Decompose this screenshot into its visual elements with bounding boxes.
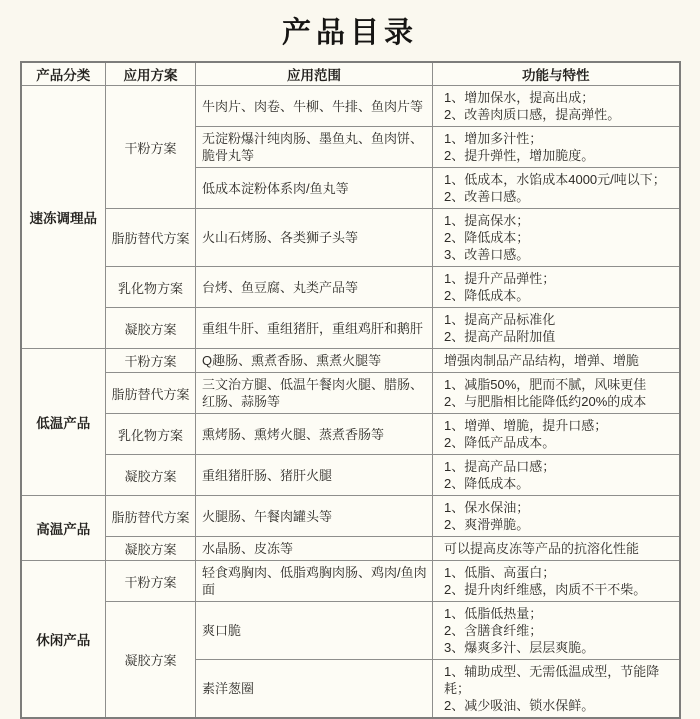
feature-line: 2、降低成本； [444, 230, 530, 245]
table-row [21, 537, 680, 561]
plan-cell: 乳化物方案 [106, 414, 196, 455]
scope-cell: 重组牛肝、重组猪肝，重组鸡肝和鹅肝 [196, 308, 433, 349]
scope-cell: 熏烤肠、熏烤火腿、蒸煮香肠等 [196, 414, 433, 455]
scope-cell: 低成本淀粉体系肉/鱼丸等 [196, 168, 433, 209]
column-header-functions-features: 功能与特性 [433, 62, 680, 86]
features-cell [433, 308, 680, 349]
features-cell [433, 455, 680, 496]
plan-cell: 干粉方案 [106, 86, 196, 209]
plan-cell: 干粉方案 [106, 349, 196, 373]
scope-cell: 火山石烤肠、各类狮子头等 [196, 209, 433, 267]
feature-line: 2、降低成本。 [444, 288, 530, 303]
table-body [21, 86, 680, 719]
plan-cell: 凝胶方案 [106, 537, 196, 561]
scope-cell: 轻食鸡胸肉、低脂鸡胸肉肠、鸡肉/鱼肉面 [196, 561, 433, 602]
feature-line: 1、提高保水； [444, 213, 530, 228]
category-cell: 高温产品 [21, 496, 106, 561]
plan-cell: 凝胶方案 [106, 308, 196, 349]
feature-line: 1、低成本，水馅成本4000元/吨以下； [444, 172, 666, 187]
features-cell [433, 537, 680, 561]
scope-cell: 牛肉片、肉卷、牛柳、牛排、鱼肉片等 [196, 86, 433, 127]
features-cell [433, 127, 680, 168]
feature-line: 2、提升肉纤维感，肉质不干不柴。 [444, 582, 647, 597]
feature-line: 2、与肥脂相比能降低约20%的成本 [444, 394, 647, 409]
features-cell [433, 168, 680, 209]
scope-cell: 爽口脆 [196, 602, 433, 660]
features-cell [433, 86, 680, 127]
feature-line: 1、增加保水，提高出成； [444, 90, 595, 105]
table-row [21, 455, 680, 496]
features-cell [433, 602, 680, 660]
feature-line: 1、增加多汁性； [444, 131, 543, 146]
features-cell [433, 660, 680, 719]
feature-line: 3、爆爽多汁、层层爽脆。 [444, 640, 595, 655]
feature-line: 2、降低产品成本。 [444, 435, 556, 450]
table-row [21, 602, 680, 660]
feature-line: 2、改善肉质口感，提高弹性。 [444, 107, 621, 122]
features-cell [433, 496, 680, 537]
features-cell [433, 349, 680, 373]
feature-line: 2、降低成本。 [444, 476, 530, 491]
column-header-product-category: 产品分类 [21, 62, 106, 86]
feature-line: 1、减脂50%，肥而不腻，风味更佳 [444, 377, 647, 392]
feature-line: 1、增弹、增脆，提升口感； [444, 418, 608, 433]
feature-line: 3、改善口感。 [444, 247, 530, 262]
scope-cell: 素洋葱圈 [196, 660, 433, 719]
feature-line: 1、提高产品标准化 [444, 312, 556, 327]
plan-cell: 脂肪替代方案 [106, 209, 196, 267]
scope-cell: Q趣肠、熏煮香肠、熏煮火腿等 [196, 349, 433, 373]
column-header-application-scope: 应用范围 [196, 62, 433, 86]
table-row [21, 373, 680, 414]
scope-cell: 水晶肠、皮冻等 [196, 537, 433, 561]
features-cell [433, 561, 680, 602]
feature-line: 增强肉制品产品结构，增弹、增脆 [444, 353, 640, 368]
table-row [21, 267, 680, 308]
column-header-application-plan: 应用方案 [106, 62, 196, 86]
features-cell [433, 414, 680, 455]
page-title: 产品目录 [281, 17, 418, 49]
table-row [21, 86, 680, 127]
feature-line: 1、低脂、高蛋白； [444, 565, 556, 580]
feature-line: 1、辅助成型、无需低温成型，节能降耗； [444, 664, 660, 696]
scope-cell: 三文治方腿、低温午餐肉火腿、腊肠、红肠、蒜肠等 [196, 373, 433, 414]
table-row [21, 349, 680, 373]
scope-cell: 无淀粉爆汁纯肉肠、墨鱼丸、鱼肉饼、脆骨丸等 [196, 127, 433, 168]
plan-cell: 乳化物方案 [106, 267, 196, 308]
table-row [21, 561, 680, 602]
features-cell [433, 373, 680, 414]
feature-line: 2、提高产品附加值 [444, 329, 556, 344]
product-catalog-table [20, 61, 681, 719]
header-row [21, 62, 680, 86]
category-cell: 速冻调理品 [21, 86, 106, 349]
scope-cell: 火腿肠、午餐肉罐头等 [196, 496, 433, 537]
feature-line: 2、提升弹性，增加脆度。 [444, 148, 595, 163]
plan-cell: 干粉方案 [106, 561, 196, 602]
feature-line: 1、提升产品弹性； [444, 271, 556, 286]
category-cell: 低温产品 [21, 349, 106, 496]
plan-cell: 凝胶方案 [106, 455, 196, 496]
scope-cell: 台烤、鱼豆腐、丸类产品等 [196, 267, 433, 308]
features-cell [433, 267, 680, 308]
plan-cell: 脂肪替代方案 [106, 373, 196, 414]
plan-cell: 脂肪替代方案 [106, 496, 196, 537]
feature-line: 1、低脂低热量； [444, 606, 543, 621]
feature-line: 2、改善口感。 [444, 189, 530, 204]
table-row [21, 209, 680, 267]
plan-cell: 凝胶方案 [106, 602, 196, 719]
table-row [21, 308, 680, 349]
table-row [21, 496, 680, 537]
features-cell [433, 209, 680, 267]
table-header [21, 62, 680, 86]
feature-line: 2、爽滑弹脆。 [444, 517, 530, 532]
feature-line: 1、保水保油； [444, 500, 530, 515]
feature-line: 可以提高皮冻等产品的抗溶化性能 [444, 541, 640, 556]
feature-line: 2、含膳食纤维； [444, 623, 543, 638]
feature-line: 1、提高产品口感； [444, 459, 556, 474]
table-row [21, 414, 680, 455]
feature-line: 2、减少吸油、锁水保鲜。 [444, 698, 595, 713]
scope-cell: 重组猪肝肠、猪肝火腿 [196, 455, 433, 496]
category-cell: 休闲产品 [21, 561, 106, 719]
